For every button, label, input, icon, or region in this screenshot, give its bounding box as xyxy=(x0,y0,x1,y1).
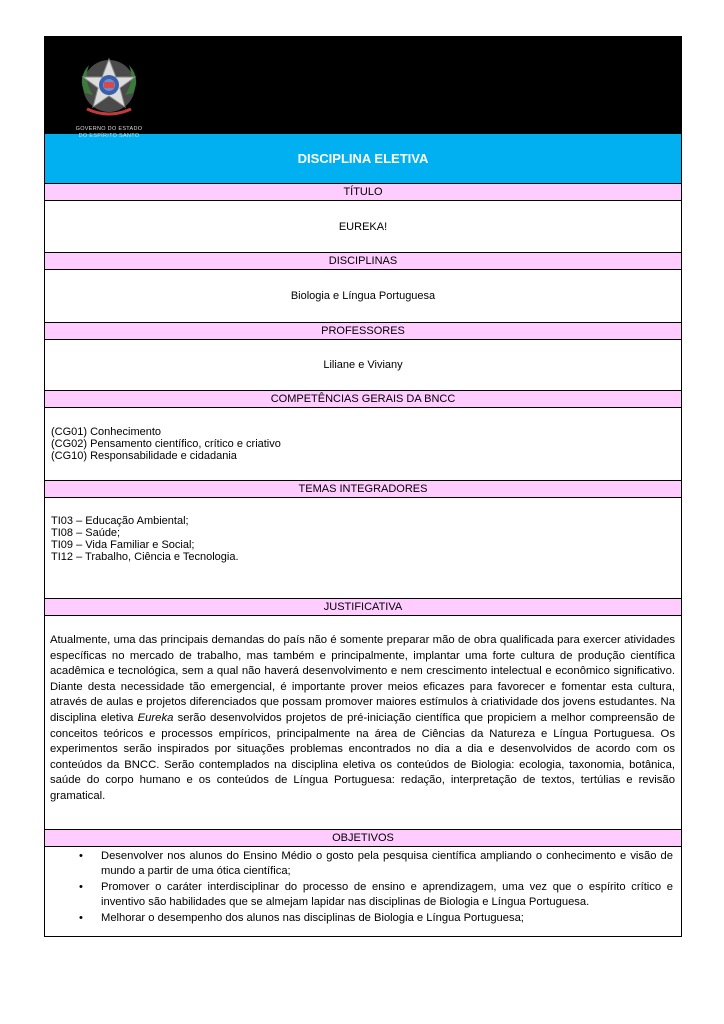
list-item: • Melhorar o desempenho dos alunos nas disciplinas de Biologia e Língua Portuguesa; xyxy=(101,911,673,926)
list-item: • Promover o caráter interdisciplinar do processo de ensino e aprendizagem, uma vez que o espírito crítico e inventivo são habilidades que se almejam lapidar nas disciplinas de Biologia e Língua Portuguesa. xyxy=(79,880,673,909)
document-title: DISCIPLINA ELETIVA xyxy=(44,134,682,184)
disciplinas-label: DISCIPLINAS xyxy=(44,253,682,270)
bullet-icon: • xyxy=(79,911,83,924)
objetivos-list xyxy=(44,847,682,937)
list-item: (CG02) Pensamento científico, crítico e criativo xyxy=(51,438,281,450)
bullet-icon: • xyxy=(79,850,83,862)
professores-value: Liliane e Viviany xyxy=(44,340,682,391)
logo-caption xyxy=(67,126,151,139)
list-item: (CG01) Conhecimento xyxy=(51,426,162,438)
state-logo xyxy=(67,53,151,139)
temas-label: TEMAS INTEGRADORES xyxy=(44,481,682,498)
coat-of-arms-icon xyxy=(67,53,151,119)
list-item: TI08 – Saúde; xyxy=(51,527,121,539)
document-page xyxy=(44,36,682,937)
disciplinas-value: Biologia e Língua Portuguesa xyxy=(44,270,682,323)
justificativa-label: JUSTIFICATIVA xyxy=(44,599,682,616)
professores-label: PROFESSORES xyxy=(44,323,682,340)
justificativa-text xyxy=(44,616,682,830)
logo-caption-line1: GOVERNO DO ESTADO xyxy=(75,126,143,132)
justificativa-text-before: Atualmente, uma das principais demandas do país não é somente preparar mão de obra qualificada para exercer atividades específicas no mercado de trabalho, mas também e principalmente, implantar uma forte cultura de produção científica acadêmica e tecnológica, sem a qual não haverá desenvolvimento e nem crescimento intelectual e econômico significativo. Diante desta necessidade tão emergencial, é importante prover meios eficazes para favorecer e fomentar esta cultura, através de aulas e projetos diferenciados que possam promover maiores estímulos à criatividade dos jovens estudantes. Na disciplina eletiva xyxy=(50,634,675,724)
list-item: (CG10) Responsabilidade e cidadania xyxy=(51,450,237,462)
list-item: TI12 – Trabalho, Ciência e Tecnologia. xyxy=(51,551,239,563)
competencias-list xyxy=(44,408,682,481)
competencias-label: COMPETÊNCIAS GERAIS DA BNCC xyxy=(44,391,682,408)
objetivos-label: OBJETIVOS xyxy=(44,830,682,847)
list-item: • Desenvolver nos alunos do Ensino Médio o gosto pela pesquisa científica ampliando o conhecimento e visão de mundo a partir de uma ótica científica; xyxy=(79,850,673,878)
list-item: TI03 – Educação Ambiental; xyxy=(51,515,189,527)
header-banner xyxy=(44,36,682,139)
bullet-icon: • xyxy=(79,880,83,893)
titulo-value: EUREKA! xyxy=(44,201,682,253)
justificativa-text-italic: Eureka xyxy=(137,711,174,724)
justificativa-text-after: serão desenvolvidos projetos de pré-iniciação científica que propiciem a melhor compreensão de conceitos teóricos e processos empíricos, principalmente na área de Ciências da Natureza e Língua Portuguesa. Os experimentos serão inspirados por situações problemas encontrados no dia a dia e desenvolvidos de acordo com os conteúdos da BNCC. Serão contemplados na disciplina eletiva os conteúdos de Biologia: ecologia, taxonomia, botânica, saúde do corpo humano e os conteúdos de Língua Portuguesa: redação, interpretação de textos, tertúlias e revisão gramatical. xyxy=(50,711,676,802)
titulo-label: TÍTULO xyxy=(44,184,682,201)
temas-list xyxy=(44,498,682,599)
list-item: TI09 – Vida Familiar e Social; xyxy=(51,539,195,551)
logo-caption-line2: DO ESPÍRITO SANTO xyxy=(78,132,140,139)
